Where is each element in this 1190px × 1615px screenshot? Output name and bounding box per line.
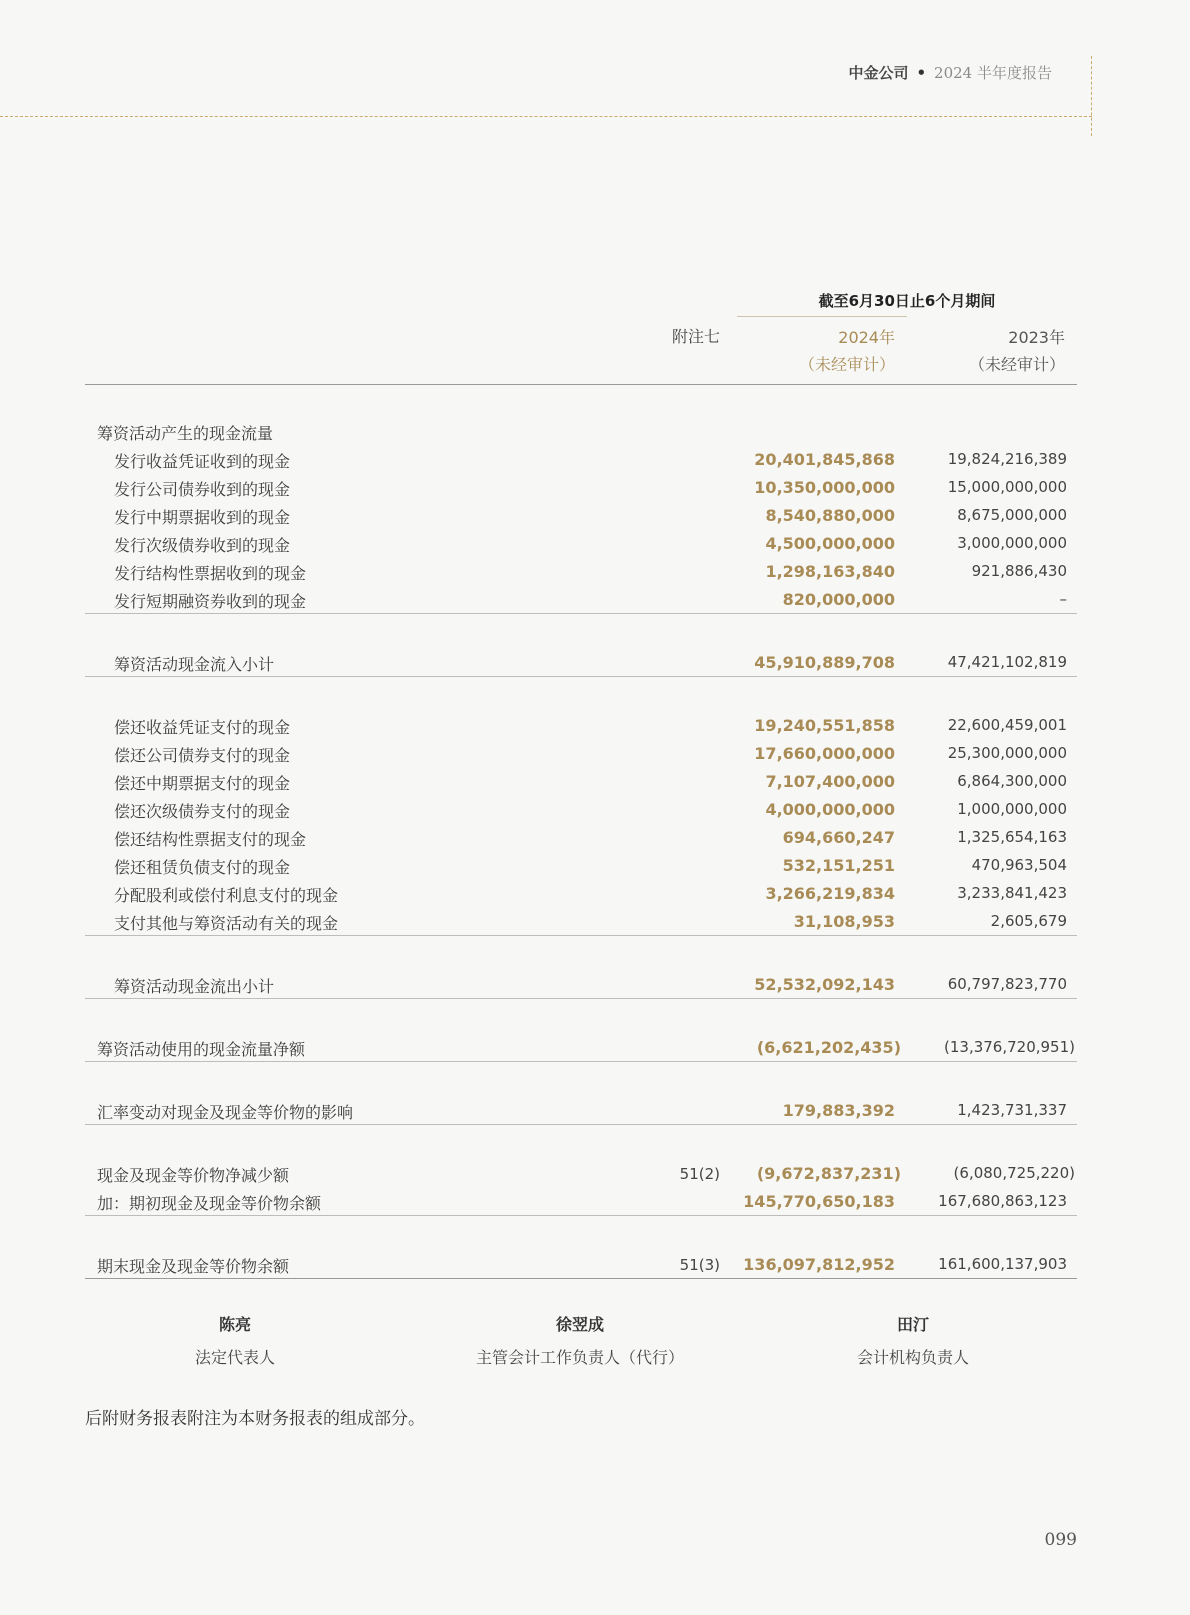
row-label: 筹资活动现金流出小计: [114, 977, 275, 996]
row-label: 偿还租赁负债支付的现金: [114, 858, 291, 877]
row-label: 筹资活动现金流入小计: [114, 655, 275, 674]
row-label: 分配股利或偿付利息支付的现金: [114, 886, 339, 905]
row-label: 偿还次级债券支付的现金: [114, 802, 291, 821]
value-2024: 8,540,880,000: [765, 506, 895, 525]
row-label: 支付其他与筹资活动有关的现金: [114, 914, 339, 933]
value-2023: 470,963,504: [971, 856, 1067, 874]
signatory-name: 徐翌成: [555, 1315, 604, 1334]
value-2023: 15,000,000,000: [947, 478, 1067, 496]
footnote: 后附财务报表附注为本财务报表的组成部分。: [85, 1409, 425, 1429]
row-label: 偿还中期票据支付的现金: [114, 774, 291, 793]
row-spacer: [85, 1124, 1077, 1159]
signature-block: [85, 1312, 1077, 1382]
signatory-title: 法定代表人: [194, 1348, 275, 1367]
row-label: 发行公司债券收到的现金: [114, 480, 291, 499]
row-label: 发行次级债券收到的现金: [114, 536, 291, 555]
table-row: [85, 739, 1077, 767]
table-row: [85, 529, 1077, 557]
value-2024: 10,350,000,000: [754, 478, 895, 497]
value-2023: (6,080,725,220): [953, 1164, 1075, 1182]
value-2024: 19,240,551,858: [754, 716, 895, 735]
value-2024: 4,500,000,000: [765, 534, 895, 553]
value-2024: 532,151,251: [782, 856, 895, 875]
value-2024: (6,621,202,435): [756, 1038, 901, 1057]
value-2023: –: [1059, 590, 1067, 608]
value-2023: 161,600,137,903: [938, 1255, 1067, 1273]
row-spacer: [85, 613, 1077, 648]
value-2023: 1,423,731,337: [957, 1101, 1067, 1119]
table-row: [85, 907, 1077, 935]
signature-accounting-department: [763, 1312, 1063, 1368]
page-number: 099: [1044, 1530, 1077, 1550]
table-row: [85, 970, 1077, 998]
value-2024: 1,298,163,840: [765, 562, 895, 581]
company-name: 中金公司: [848, 64, 909, 82]
row-spacer: [85, 1061, 1077, 1096]
value-2023: 19,824,216,389: [947, 450, 1067, 468]
table-row: [85, 417, 1077, 445]
row-note: 51(3): [679, 1256, 720, 1274]
table-row: [85, 648, 1077, 676]
value-2024: 20,401,845,868: [754, 450, 895, 469]
page-header: [848, 62, 1052, 83]
row-label: 偿还收益凭证支付的现金: [114, 718, 291, 737]
column-header-2024: [737, 324, 895, 378]
row-label: 期末现金及现金等价物余额: [97, 1257, 290, 1276]
signatory-title: 主管会计工作负责人（代行）: [475, 1348, 684, 1367]
table-row: [85, 501, 1077, 529]
table-row: [85, 585, 1077, 613]
row-label: 现金及现金等价物净减少额: [97, 1166, 290, 1185]
table-row: [85, 851, 1077, 879]
table-row: [85, 1159, 1077, 1187]
table-row: [85, 557, 1077, 585]
row-label: 发行结构性票据收到的现金: [114, 564, 307, 583]
row-label: 偿还公司债券支付的现金: [114, 746, 291, 765]
signatory-name: 陈亮: [218, 1315, 251, 1334]
table-body: [85, 384, 1077, 1279]
signature-accounting-head: [430, 1312, 730, 1368]
column-2023-subtitle: （未经审计）: [968, 355, 1065, 374]
column-header-2023: [907, 324, 1065, 378]
table-row: [85, 795, 1077, 823]
value-2024: 31,108,953: [793, 912, 895, 931]
signature-legal-representative: [85, 1312, 385, 1368]
row-spacer: [85, 1215, 1077, 1250]
row-spacer: [85, 998, 1077, 1033]
value-2023: 8,675,000,000: [957, 506, 1067, 524]
value-2023: (13,376,720,951): [944, 1038, 1075, 1056]
value-2024: 4,000,000,000: [765, 800, 895, 819]
value-2023: 1,000,000,000: [957, 800, 1067, 818]
value-2023: 25,300,000,000: [947, 744, 1067, 762]
table-row: [85, 823, 1077, 851]
value-2023: 22,600,459,001: [947, 716, 1067, 734]
value-2023: 167,680,863,123: [938, 1192, 1067, 1210]
value-2023: 2,605,679: [990, 912, 1067, 930]
value-2024: 145,770,650,183: [743, 1192, 895, 1211]
row-label: 筹资活动产生的现金流量: [97, 424, 274, 443]
row-label: 发行中期票据收到的现金: [114, 508, 291, 527]
row-spacer: [85, 676, 1077, 711]
table-row: [85, 1096, 1077, 1124]
value-2024: 820,000,000: [782, 590, 895, 609]
period-heading: 截至6月30日止6个月期间: [818, 292, 996, 310]
header-dashed-rule: [0, 116, 1092, 117]
row-spacer: [85, 385, 1077, 417]
row-spacer: [85, 935, 1077, 970]
value-2024: 136,097,812,952: [743, 1255, 895, 1274]
row-label: 偿还结构性票据支付的现金: [114, 830, 307, 849]
value-2024: 179,883,392: [782, 1101, 895, 1120]
value-2023: 921,886,430: [971, 562, 1067, 580]
value-2024: 3,266,219,834: [765, 884, 895, 903]
value-2024: (9,672,837,231): [756, 1164, 901, 1183]
table-row: [85, 1033, 1077, 1061]
value-2024: 52,532,092,143: [754, 975, 895, 994]
value-2024: 694,660,247: [782, 828, 895, 847]
header-separator: •: [916, 64, 927, 82]
table-row: [85, 1187, 1077, 1215]
row-note: 51(2): [679, 1165, 720, 1183]
column-2024-year: 2024年: [838, 328, 895, 347]
table-row: [85, 879, 1077, 907]
value-2023: 6,864,300,000: [957, 772, 1067, 790]
value-2023: 60,797,823,770: [947, 975, 1067, 993]
column-2024-subtitle: （未经审计）: [798, 355, 895, 374]
table-row: [85, 767, 1077, 795]
value-2023: 3,000,000,000: [957, 534, 1067, 552]
table-row: [85, 711, 1077, 739]
value-2024: 7,107,400,000: [765, 772, 895, 791]
row-label: 加：期初现金及现金等价物余额: [97, 1194, 322, 1213]
row-label: 发行短期融资券收到的现金: [114, 592, 307, 611]
row-label: 筹资活动使用的现金流量净额: [97, 1040, 306, 1059]
current-period-column-shade: [737, 316, 907, 317]
row-label: 汇率变动对现金及现金等价物的影响: [97, 1103, 354, 1122]
header-dashed-mark: [1091, 56, 1092, 136]
value-2023: 47,421,102,819: [947, 653, 1067, 671]
table-row: [85, 473, 1077, 501]
table-row: [85, 1250, 1077, 1279]
value-2023: 3,233,841,423: [957, 884, 1067, 902]
column-2023-year: 2023年: [1008, 328, 1065, 347]
table-row: [85, 445, 1077, 473]
signatory-title: 会计机构负责人: [856, 1348, 969, 1367]
value-2024: 17,660,000,000: [754, 744, 895, 763]
report-title: 2024 半年度报告: [934, 64, 1052, 82]
value-2024: 45,910,889,708: [754, 653, 895, 672]
note-column-header: 附注七: [671, 327, 720, 346]
signatory-name: 田汀: [896, 1315, 929, 1334]
row-label: 发行收益凭证收到的现金: [114, 452, 291, 471]
value-2023: 1,325,654,163: [957, 828, 1067, 846]
